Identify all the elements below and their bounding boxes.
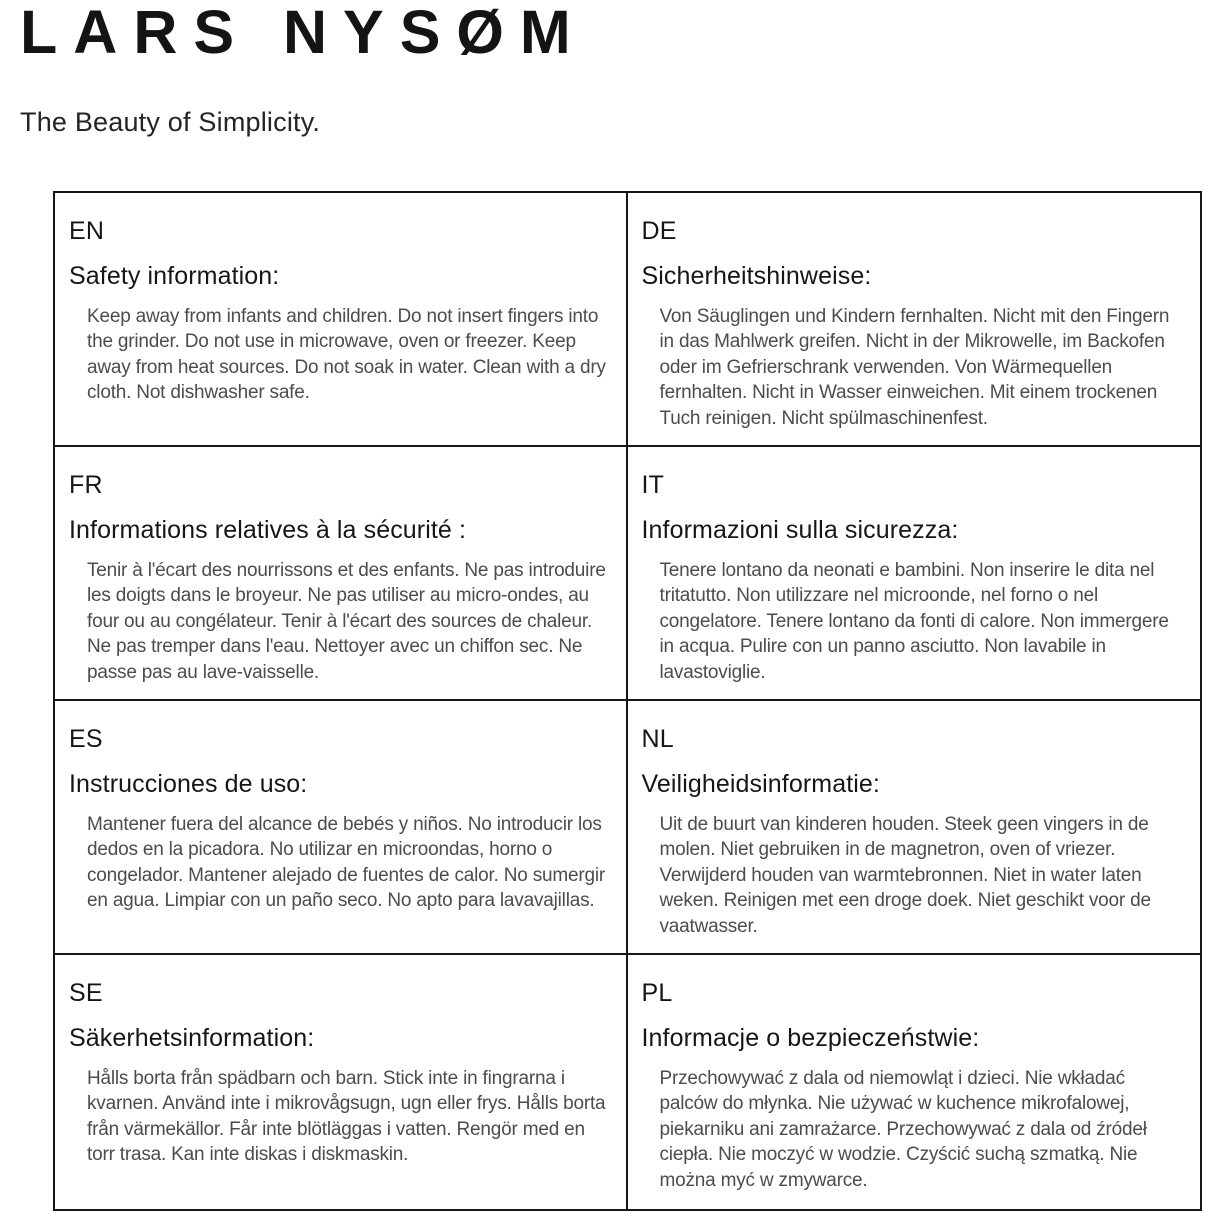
section-body-fr: Tenir à l'écart des nourrissons et des enfants. Ne pas introduire les doigts dans le broyeur. Ne pas utiliser au micro-ondes, au four ou au congélateur. Tenir à l'écart des sources de chaleur. Ne pas tremper dans l'eau. Nettoyer avec un chiffon sec. Ne passe pas au lave-vaisselle. [87, 559, 606, 683]
section-body-es: Mantener fuera del alcance de bebés y niños. No introducir los dedos en la picadora. No utilizar en microondas, horno o congelador. Mantener alejado de fuentes de calor. No sumergir en agua. Limpiar con un paño seco. No apto para lavavajillas. [87, 813, 606, 912]
lang-cell-nl [628, 701, 1201, 955]
section-heading-se: Säkerhetsinformation: [69, 1023, 315, 1052]
lang-code-en: EN [69, 217, 105, 246]
lang-code-fr: FR [69, 471, 103, 500]
lang-cell-se [55, 955, 628, 1209]
section-body-se: Hålls borta från spädbarn och barn. Stick inte in fingrarna i kvarnen. Använd inte i mikrovågsugn, ugn eller frys. Hålls borta från värmekällor. Får inte blötläggas i vatten. Rengör med en torr trasa. Kan inte diskas i diskmaskin. [87, 1067, 606, 1166]
section-heading-it: Informazioni sulla sicurezza: [641, 515, 959, 544]
section-body-nl: Uit de buurt van kinderen houden. Steek geen vingers in de molen. Niet gebruiken in de magnetron, oven of vriezer. Verwijderd houden van warmtebronnen. Niet in water laten weken. Reinigen met een droge doek. Niet geschikt voor de vaatwasser. [659, 813, 1151, 937]
lang-code-pl: PL [641, 979, 673, 1008]
section-body-de: Von Säuglingen und Kindern fernhalten. Nicht mit den Fingern in das Mahlwerk greifen. Nicht in der Mikrowelle, im Backofen oder im Gefrierschrank verwenden. Von Wärmequellen fernhalten. Nicht in Wasser einweichen. Mit einem trockenen Tuch reinigen. Nicht spülmaschinenfest. [659, 305, 1170, 429]
section-heading-de: Sicherheitshinweise: [641, 261, 872, 290]
section-body-it: Tenere lontano da neonati e bambini. Non inserire le dita nel tritatutto. Non utilizzare nel microonde, nel forno o nel congelatore. Tenere lontano da fonti di calore. Non immergere in acqua. Pulire con un panno asciutto. Non lavabile in lavastoviglie. [659, 559, 1169, 683]
lang-code-es: ES [69, 725, 103, 754]
section-body-pl: Przechowywać z dala od niemowląt i dzieci. Nie wkładać palców do młynka. Nie używać w kuchence mikrofalowej, piekarniku ani zamrażarce. Przechowywać z dala od źródeł ciepła. Nie moczyć w wodzie. Czyścić suchą szmatką. Nie można myć w zmywarce. [659, 1067, 1147, 1191]
section-body-en: Keep away from infants and children. Do not insert fingers into the grinder. Do not use in microwave, oven or freezer. Keep away from heat sources. Do not soak in water. Clean with a dry cloth. Not dishwasher safe. [87, 305, 606, 404]
section-heading-es: Instrucciones de uso: [69, 769, 308, 798]
lang-cell-en [55, 193, 628, 447]
section-heading-fr: Informations relatives à la sécurité : [69, 515, 467, 544]
lang-cell-pl [628, 955, 1201, 1209]
lang-cell-fr [55, 447, 628, 701]
lang-code-de: DE [641, 217, 677, 246]
brand-tagline: The Beauty of Simplicity. [20, 107, 321, 137]
lang-code-it: IT [641, 471, 665, 500]
lang-code-se: SE [69, 979, 103, 1008]
brand-header [0, 0, 1227, 138]
language-safety-table [53, 191, 1202, 1211]
brand-logo: LARS NYSØM [20, 0, 587, 66]
section-heading-nl: Veiligheidsinformatie: [641, 769, 880, 798]
lang-cell-de [628, 193, 1201, 447]
lang-cell-es [55, 701, 628, 955]
lang-cell-it [628, 447, 1201, 701]
lang-code-nl: NL [641, 725, 674, 754]
section-heading-en: Safety information: [69, 261, 280, 290]
section-heading-pl: Informacje o bezpieczeństwie: [641, 1023, 980, 1052]
